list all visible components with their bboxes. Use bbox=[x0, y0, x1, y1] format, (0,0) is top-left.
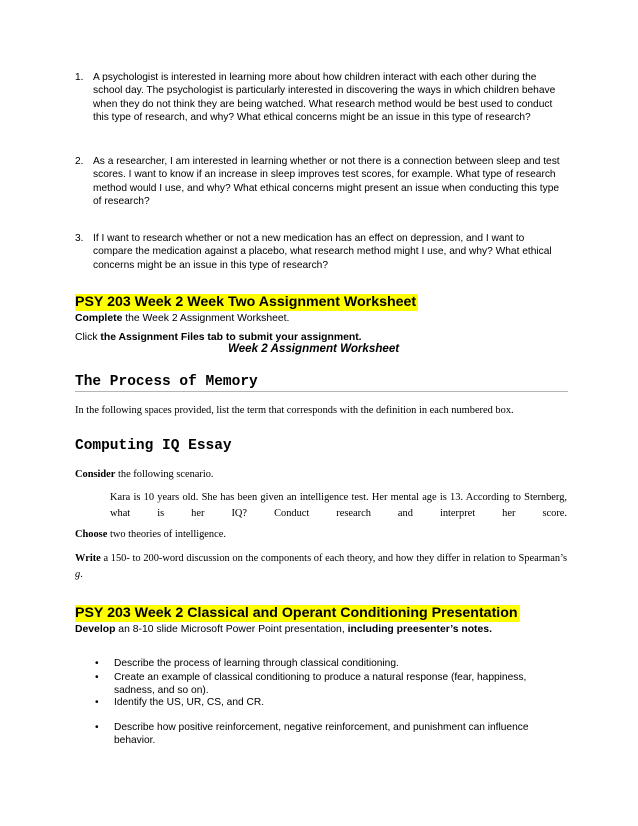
develop-rest: an 8-10 slide Microsoft Power Point presentation, bbox=[115, 624, 348, 635]
question-number: 3. bbox=[75, 233, 84, 244]
write-rest: a 150- to 200-word discussion on the components of each theory, and how they differ in relation to Spearman’s bbox=[100, 553, 567, 564]
develop-instruction bbox=[75, 623, 492, 636]
question-text: If I want to research whether or not a new medication has an effect on depression, and I want to compare the medication against a placebo, what research method might I use, and why? What ethical concerns might be an issue in this type of research? bbox=[93, 233, 552, 271]
complete-instruction bbox=[75, 312, 289, 325]
complete-bold: Complete bbox=[75, 313, 123, 324]
write-g: g bbox=[75, 568, 81, 580]
question-text: As a researcher, I am interested in learning whether or not there is a connection between sleep and test scores. I want to know if an increase in sleep improves test scores, for example. What type of research method would I use, and why? What ethical concerns might present an issue when conducting this type of research? bbox=[93, 156, 560, 208]
click-bold: the Assignment Files tab to submit your assignment. bbox=[100, 332, 362, 343]
heading-rule bbox=[75, 391, 568, 392]
consider-rest: the following scenario. bbox=[115, 469, 214, 480]
complete-rest: the Week 2 Assignment Worksheet. bbox=[122, 313, 290, 324]
section-heading-presentation: PSY 203 Week 2 Classical and Operant Conditioning Presentation bbox=[75, 605, 518, 621]
bullet-text: Describe the process of learning through classical conditioning. bbox=[114, 658, 399, 669]
question-number: 1. bbox=[75, 72, 84, 83]
write-bold: Write bbox=[75, 553, 101, 564]
develop-bold: Develop bbox=[75, 624, 116, 635]
bullet-text: Describe how positive reinforcement, negative reinforcement, and punishment can influence behavior. bbox=[114, 722, 529, 747]
bullet-text: Identify the US, UR, CS, and CR. bbox=[114, 697, 265, 708]
choose-instruction bbox=[75, 528, 226, 542]
section-heading-worksheet: PSY 203 Week 2 Week Two Assignment Worksheet bbox=[75, 294, 417, 310]
consider-bold: Consider bbox=[75, 469, 116, 480]
iq-heading: Computing IQ Essay bbox=[75, 438, 232, 454]
choose-rest: two theories of intelligence. bbox=[107, 529, 226, 540]
bullet-dot: • bbox=[95, 722, 99, 733]
memory-instruction: In the following spaces provided, list the term that corresponds with the definition in each numbered box. bbox=[75, 405, 514, 416]
click-plain: Click bbox=[75, 332, 101, 343]
write-end: . bbox=[80, 568, 83, 580]
question-text: A psychologist is interested in learning more about how children interact with each other during the school day. The psychologist is particularly interested in discovering the ways in which children behave when they do not think they are being watched. What research method would be best used to conduct this type of research, and why? What ethical concerns might be an issue in this type of research? bbox=[93, 72, 556, 124]
bullet-text: Create an example of classical conditioning to produce a natural response (fear, happiness, sadness, and so on). bbox=[114, 672, 527, 697]
choose-bold: Choose bbox=[75, 529, 108, 540]
question-number: 2. bbox=[75, 156, 84, 167]
iq-scenario: Kara is 10 years old. She has been given an intelligence test. Her mental age is 13. According to Sternberg, what is her IQ? Conduct research and interpret her score. bbox=[110, 492, 567, 519]
bullet-dot: • bbox=[95, 658, 99, 669]
bullet-dot: • bbox=[95, 697, 99, 708]
consider-instruction bbox=[75, 468, 214, 482]
worksheet-title: Week 2 Assignment Worksheet bbox=[228, 342, 400, 355]
memory-heading: The Process of Memory bbox=[75, 374, 258, 390]
bullet-dot: • bbox=[95, 672, 99, 683]
write-instruction bbox=[75, 551, 567, 598]
develop-bold-notes: including preesenter’s notes. bbox=[347, 624, 492, 635]
